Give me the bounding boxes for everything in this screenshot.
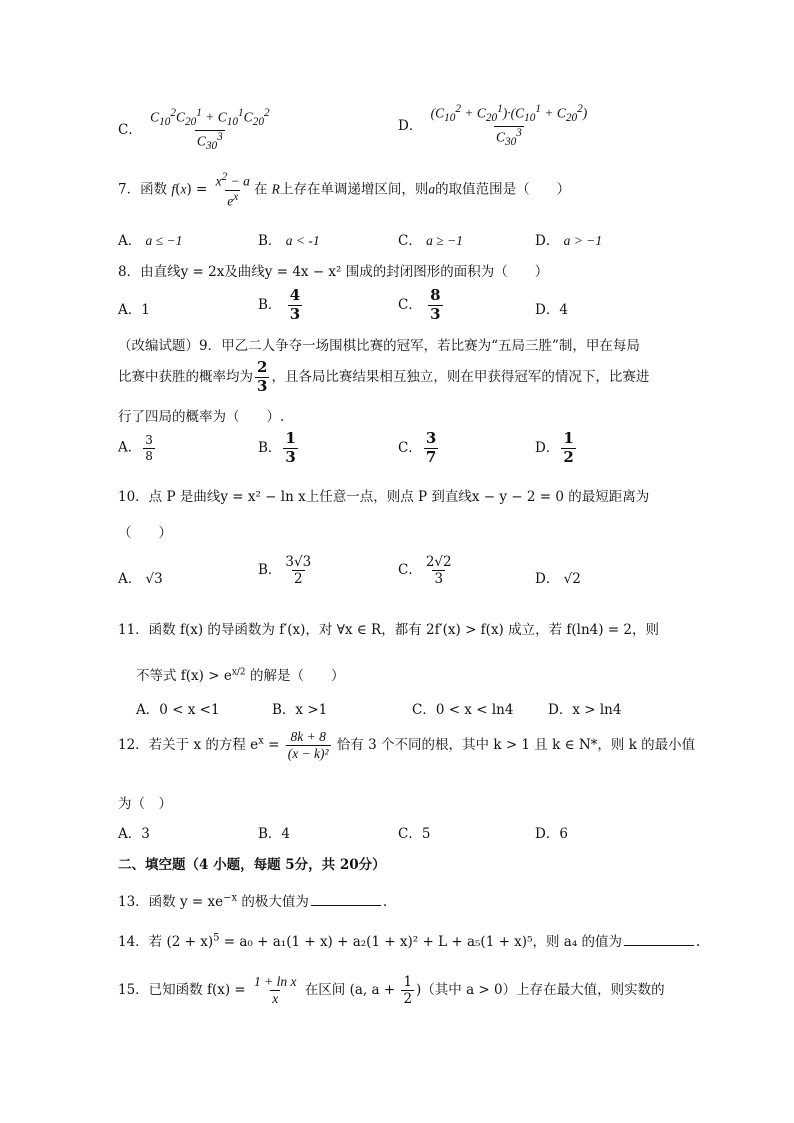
q9-line2: 比赛中获胜的概率均为 $\frac{2}{3}$ ，且各局比赛结果相互独立，则在甲获得冠军的情况下，比赛进 — [118, 358, 650, 395]
q8-option-d: D．4 — [535, 302, 568, 318]
q7-option-c: C． a ≥ −1 — [398, 233, 463, 249]
q6-option-d — [398, 104, 591, 149]
q7-option-a: A． a ≤ −1 — [118, 233, 183, 249]
q13-answer-blank[interactable] — [311, 893, 381, 906]
q8-stem: 8．由直线y = 2x及曲线y = 4x − x² 围成的封闭图形的面积为（ ） — [118, 264, 549, 280]
q8-option-c: C． $\frac{8}{3}$ — [398, 286, 441, 323]
q7-stem-c: 上存在单调递增区间，则 — [279, 181, 429, 198]
q9-line1: （改编试题）9．甲乙二人争夺一场围棋比赛的冠军，若比赛为“五局三胜”制，甲在每局 — [118, 338, 640, 354]
q7-function-fraction: $\frac{x^2 - a}{e^x}$ — [215, 171, 250, 209]
q9-option-a: A． $\frac{3}{8}$ — [118, 433, 153, 463]
q11-line2: 不等式 $f(x) > e^{x/2}$ 的解是（ ） — [136, 667, 345, 684]
q11-option-c: C．0 < x < ln4 — [412, 702, 514, 718]
q11-option-a: A．0 < x <1 — [136, 702, 220, 718]
q6-c-fraction: $\frac{C_{10}^2C_{20}^1 + C_{10}^1C_{20}^2}{C_{30}^3}$ — [150, 107, 270, 153]
q11-line1: 11．函数 f(x) 的导函数为 f′(x)，对 ∀x ∈ R，都有 2f′(x) > f(x) 成立，若 f(ln4) = 2，则 — [118, 622, 660, 638]
q10-option-b: B． $\frac{3√3}{2}$ — [258, 554, 312, 588]
q6-option-c — [118, 108, 274, 153]
q10-option-c: C． $\frac{2√2}{3}$ — [398, 554, 452, 588]
q8-option-a: A．1 — [118, 302, 150, 318]
q14-answer-blank[interactable] — [624, 933, 694, 946]
q10-line1: 10．点 P 是曲线y = x² − ln x上任意一点，则点 P 到直线x − y − 2 = 0 的最短距离为 — [118, 489, 650, 505]
q7-stem-b: 在 — [253, 181, 268, 198]
q12-stem: 12．若关于 x 的方程 $e^x$ = $\frac{8k + 8}{\text{(x − k)²}}$ 恰有 3 个不同的根，其中 k > 1 且 k ∈ N*，则 k 的最小值 — [118, 729, 696, 762]
q8-option-b: B． $\frac{4}{3}$ — [258, 286, 301, 323]
q7-stem: 7．函数 f(x) = $\frac{x^2 - a}{e^x}$ 在 R上存在单调递增区间，则a的取值范围是（ ） — [118, 171, 571, 209]
q10-option-a: A． √3 — [118, 571, 163, 587]
q12-option-b: B．4 — [258, 826, 291, 842]
q12-option-d: D．6 — [535, 826, 568, 842]
q9-option-d: D． $\frac{1}{2}$ — [535, 429, 574, 466]
q12-option-c: C．5 — [398, 826, 431, 842]
q7-stem-d: 的取值范围是（ ） — [435, 181, 571, 198]
q7-option-b: B． a < -1 — [258, 233, 320, 249]
q14-stem: 14．若 $(2 + x)^5 = a_0 + a_1(1 + x) + a_2(1 + x)^2 + L + a_5(1 + x)^5$，则 a₄ 的值为 . — [118, 932, 701, 950]
q6-d-fraction: $\frac{(C_{10}^2 + C_{20}^1)\cdot(C_{10}^1 + C_{20}^2)}{C_{30}^3}$ — [430, 103, 588, 149]
q9-option-b: B． $\frac{1}{3}$ — [258, 429, 296, 466]
q12-option-a: A．3 — [118, 826, 150, 842]
q10-line2: （ ） — [118, 525, 172, 541]
q11-option-d: D．x > ln4 — [548, 702, 622, 718]
section-title: 二、填空题（4 小题，每题 5分，共 20分） — [118, 857, 386, 873]
q9-option-c: C． $\frac{3}{7}$ — [398, 429, 437, 466]
q13-stem: 13．函数 $y = xe^{-x}$ 的极大值为 . — [118, 892, 388, 910]
q7-stem-a: 7．函数 — [118, 181, 168, 198]
q9-line3: 行了四局的概率为（ ）. — [118, 409, 285, 425]
q6-d-label: D． — [398, 118, 423, 134]
q6-c-label: C． — [118, 122, 142, 138]
q12-line2: 为（ ） — [118, 796, 172, 812]
q11-option-b: B．x >1 — [272, 702, 328, 718]
q15-stem: 15．已知函数 f(x) = $\frac{\text{1 + ln x}}{x}$ 在区间 (a, a + $\frac{1}{2}$ )（其中 a > 0）上存在最大值，则实数的 — [118, 974, 665, 1008]
q7-option-d: D． a > −1 — [535, 233, 603, 249]
q10-option-d: D． √2 — [535, 571, 581, 587]
